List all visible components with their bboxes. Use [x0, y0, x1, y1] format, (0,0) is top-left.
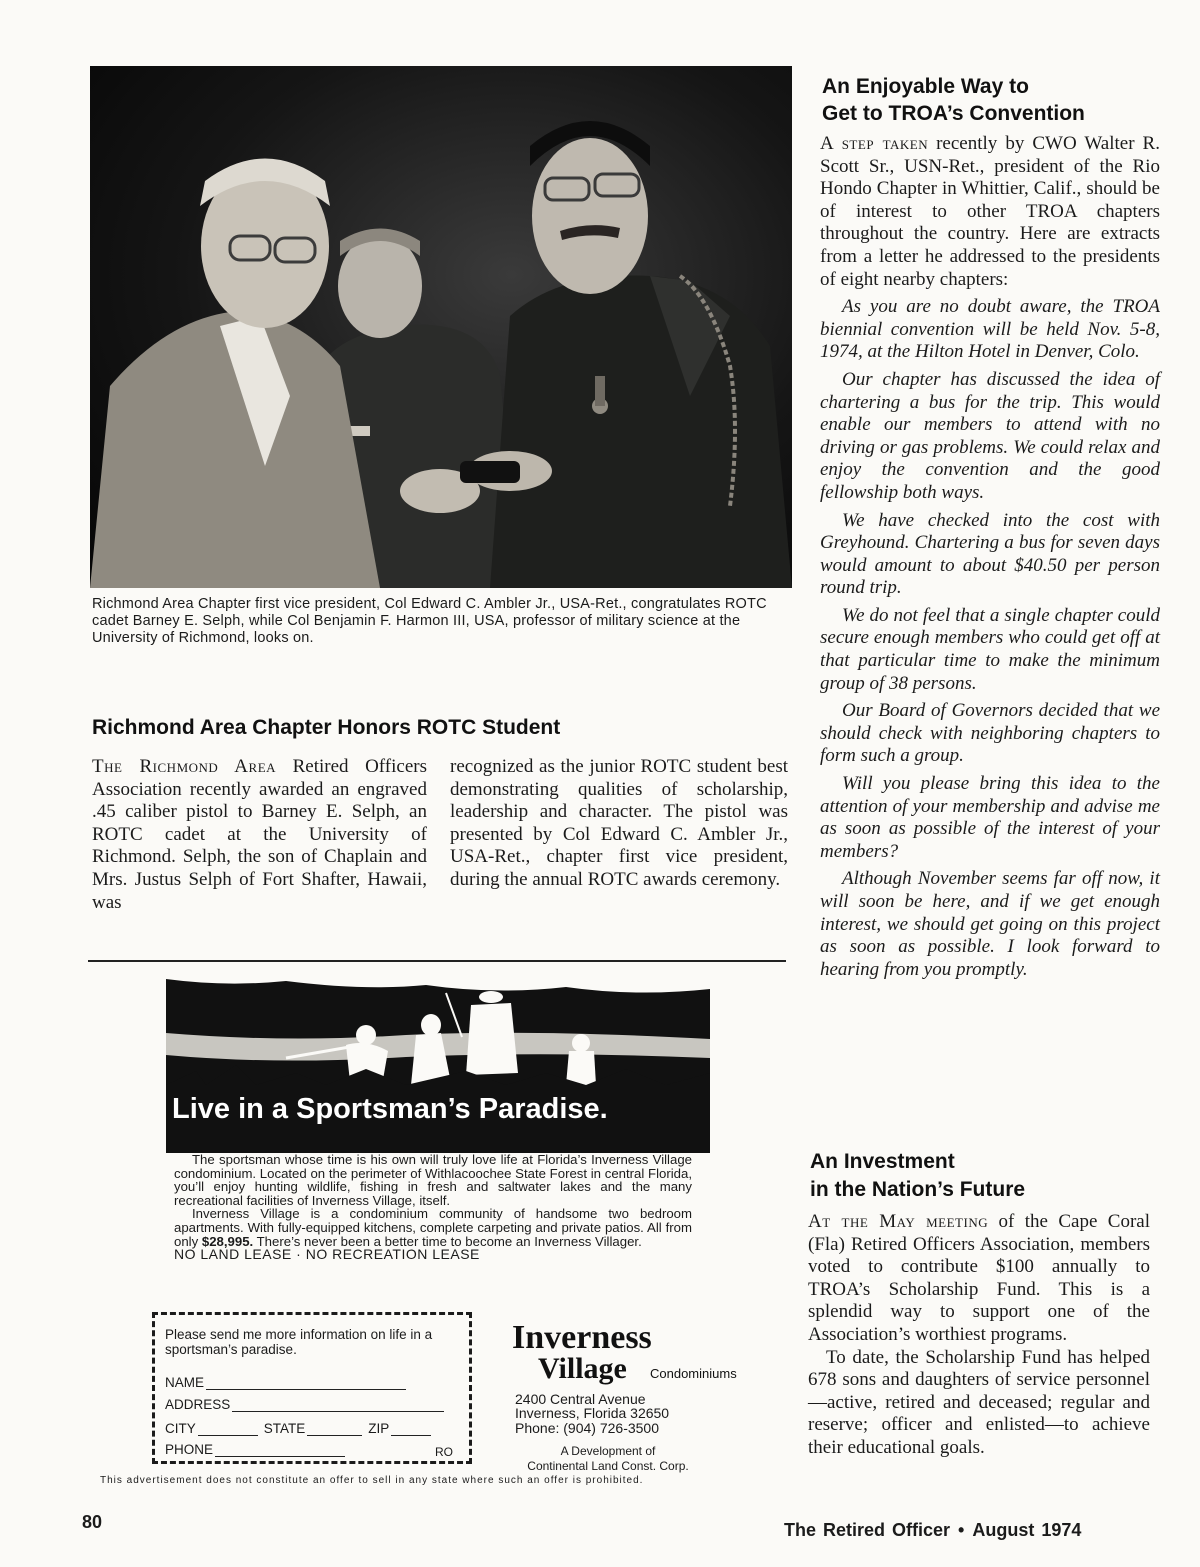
issue-date: August 1974: [972, 1520, 1082, 1540]
photo-caption: Richmond Area Chapter first vice president, Col Edward C. Ambler Jr., USA-Ret., congratulates ROTC cadet Barney E. Selph, while Col Benjamin F. Harmon III, USA, professor of military science at the University of Richmond, looks on.: [92, 596, 767, 646]
ad-copy-paragraph-2: Inverness Village is a condominium community of handsome two bedroom apartments. With fully-equipped kitchens, complete carpeting and private patios. All from only: [174, 1206, 692, 1249]
info-request-coupon[interactable]: [152, 1312, 472, 1464]
ad-copy-paragraph-1: The sportsman whose time is his own will truly love life at Florida’s Inverness Village condominium. Located on the perimeter of Withlacoochee State Forest in central Florida, you’ll enjoy hunting wildlife, fishing in fresh and saltwater lakes and the many recreational facilities of Inverness Village, itself.: [174, 1152, 692, 1208]
city-label: CITY: [165, 1421, 196, 1436]
logo-word-2: Village: [538, 1352, 627, 1385]
bullet-icon: •: [958, 1520, 965, 1540]
name-label: NAME: [165, 1375, 205, 1390]
ad-disclaimer: This advertisement does not constitute an offer to sell in any state where such an offer is prohibited.: [100, 1475, 644, 1486]
phone-label: PHONE: [165, 1442, 214, 1457]
coupon-title: Please send me more information on life in a sportsman’s paradise.: [165, 1327, 433, 1357]
investment-headline-line-1: An Investment: [810, 1150, 955, 1173]
investment-p1-text: of the Cape Coral (Fla) Retired Officers Association, members voted to contribute $100 annually to TROA’s Scholarship Fund. This is a splendid way to support one of the Association’s worthiest programs.: [808, 1211, 1150, 1345]
letter-paragraph: We do not feel that a single chapter could secure enough members who could get off at that particular time to make the minimum group of 38 persons.: [820, 604, 1160, 694]
ad-divider: [88, 960, 786, 962]
investment-headline-line-2: in the Nation’s Future: [810, 1178, 1026, 1201]
logo-art: [510, 1316, 750, 1386]
richmond-column-1: [92, 756, 427, 914]
ad-copy: [174, 1153, 692, 1262]
troa-article-body: [820, 133, 1160, 981]
ad-price: $28,995.: [201, 1233, 254, 1249]
richmond-column-2: [450, 756, 788, 892]
developer-line-1: A Development of: [560, 1444, 656, 1458]
coupon-name-field[interactable]: [165, 1375, 406, 1390]
richmond-lead-caps: The Richmond Area: [92, 756, 277, 777]
letter-paragraph: As you are no doubt aware, the TROA biennial convention will be held Nov. 5-8, 1974, at the Hilton Hotel in Denver, Colo.: [820, 296, 1160, 363]
investment-lead-caps: At the May meeting: [808, 1211, 989, 1232]
logo-suffix: Condominiums: [650, 1366, 737, 1381]
richmond-headline: Richmond Area Chapter Honors ROTC Student: [92, 716, 561, 739]
zip-line[interactable]: [391, 1423, 431, 1436]
address-line[interactable]: [232, 1399, 444, 1412]
ad-phone: Phone: (904) 726-3500: [515, 1419, 659, 1436]
troa-intro-text: recently by CWO Walter R. Scott Sr., USN-Ret., president of the Rio Hondo Chapter in Whittier, Calif., should be of interest to other TROA chapters throughout the country. Here are extracts from a letter he addressed to the presidents of eight nearby chapters:: [820, 133, 1160, 290]
ad-developer-block: [508, 1444, 708, 1474]
city-line[interactable]: [198, 1423, 258, 1436]
letter-paragraph: Our Board of Governors decided that we should check with neighboring chapters to form such a group.: [820, 700, 1160, 767]
award-photo-illustration: [90, 66, 792, 588]
richmond-col2-text: recognized as the junior ROTC student best demonstrating qualities of scholarship, leadership and character. The pistol was presented by Col Edward C. Ambler Jr., USA-Ret., chapter first vice president, during the annual ROTC awards ceremony.: [450, 756, 788, 890]
ad-copy-paragraph-2-end: There’s never been a better time to become an Inverness Villager.: [253, 1233, 642, 1249]
award-photo: [90, 66, 792, 588]
state-line[interactable]: [307, 1423, 362, 1436]
troa-headline-line-1: An Enjoyable Way to: [822, 75, 1029, 98]
address-label: ADDRESS: [165, 1397, 231, 1412]
address-line-1: 2400 Central Avenue: [515, 1391, 646, 1407]
state-label: STATE: [263, 1421, 306, 1436]
letter-paragraph: We have checked into the cost with Greyhound. Chartering a bus for seven days would amount to about $40.50 per person round trip.: [820, 509, 1160, 599]
ad-address-block: [515, 1392, 735, 1435]
troa-headline-line-2: Get to TROA’s Convention: [822, 102, 1085, 125]
ad-headline: Live in a Sportsman’s Paradise.: [172, 1093, 608, 1125]
investment-headline: [810, 1148, 1150, 1204]
coupon-city-state-zip-field[interactable]: [165, 1421, 431, 1436]
letter-paragraph: Our chapter has discussed the idea of chartering a bus for the trip. This would enable our members to attend with no driving or gas problems. We could relax and enjoy the convention and the good fellowship both ways.: [820, 368, 1160, 503]
page-number: 80: [82, 1512, 103, 1532]
inverness-village-logo: [510, 1316, 750, 1386]
investment-article-body: [808, 1211, 1150, 1460]
coupon-address-field[interactable]: [165, 1397, 444, 1412]
phone-line[interactable]: [215, 1444, 345, 1457]
ad-scene-illustration: [166, 973, 710, 1153]
richmond-col1-text: Retired Officers Association recently awarded an engraved .45 caliber pistol to Barney E. Selph, an ROTC cadet at the University of Richmond. Selph, the son of Chaplain and Mrs. Justus Selph of Fort Shafter, Hawaii, was: [92, 756, 427, 913]
name-line[interactable]: [206, 1377, 406, 1390]
zip-label: ZIP: [368, 1421, 390, 1436]
ad-hunting-scene: [166, 973, 710, 1153]
troa-lead-caps: A step taken: [820, 133, 929, 154]
address-line-2: Inverness, Florida 32650: [515, 1405, 670, 1422]
coupon-code: RO: [435, 1445, 453, 1459]
investment-p2-text: To date, the Scholarship Fund has helped 678 sons and daughters of service personnel—active, retired and deceased; regular and reserve; officer and enlisted—to achieve their educational goals.: [808, 1346, 1150, 1458]
ad-no-lease: NO LAND LEASE · NO RECREATION LEASE: [174, 1246, 480, 1263]
letter-paragraph: Will you please bring this idea to the attention of your membership and advise me as soon as possible of the interest of your members?: [820, 773, 1160, 862]
publication-name: The Retired Officer: [784, 1520, 951, 1540]
logo-word-1: Inverness: [512, 1319, 652, 1356]
letter-paragraph: Although November seems far off now, it will soon be here, and if we get enough interest, we should get going on this project as soon as possible. I look forward to hearing from you promptly.: [820, 868, 1160, 980]
folio: [784, 1520, 1081, 1541]
troa-headline: [822, 73, 1162, 127]
developer-line-2: Continental Land Const. Corp.: [527, 1459, 689, 1473]
coupon-phone-field[interactable]: [165, 1442, 345, 1457]
troa-letter: [820, 296, 1160, 981]
